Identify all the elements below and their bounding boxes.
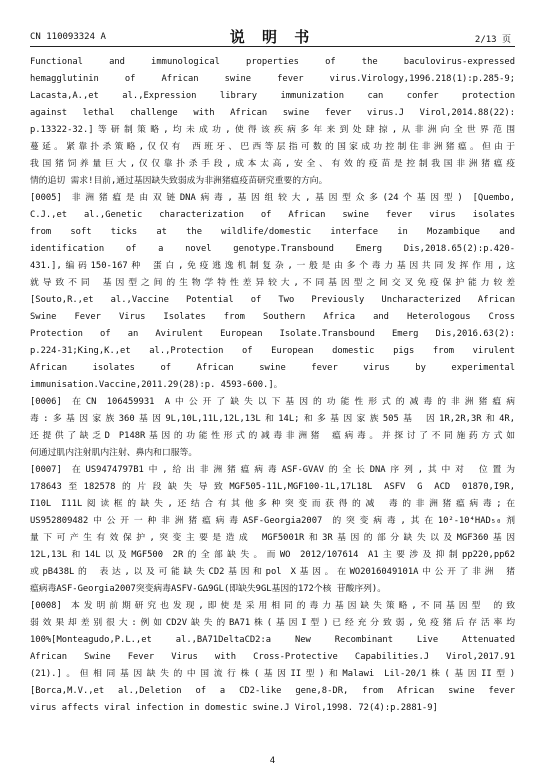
patent-number: CN 110093324 A xyxy=(30,32,106,42)
text-line: 还提供了缺乏D P148R基因的功能性形式的减毒非洲猪 瘟病毒。并探讨了不同施药方式如 xyxy=(30,431,515,441)
text-line: I10L I11L阅读框的缺失,还结合有其他多种突变而获得的减 毒的非洲猪瘟病毒;在 xyxy=(30,499,515,509)
text-line: 弱效果却差别很大:例如CD2V缺失的BA71株(基因I型)已经充分致弱,免疫猪后存活率均 xyxy=(30,618,515,628)
text-line: p.224-31;King,K.,et al.,Protection of European domestic pigs from virulent xyxy=(30,346,515,356)
text-line: [0006] 在CN 106459931 A中公开了缺失以下基因的功能性形式的减毒的非洲猪瘟病 xyxy=(30,397,515,407)
text-line: 瘟病毒ASF-Georgia2007突变病毒ASFV-G∆9GL(即缺失9GL基因的172个核 苷酸序列)。 xyxy=(30,584,387,594)
text-line: African isolates of African swine fever virus by experimental xyxy=(30,363,515,373)
text-line: 量下可产生有效保护,突变主要是造成 MGF5001R和3R基因的部分缺失以及MGF360基因 xyxy=(30,533,515,543)
text-line: [Borca,M.V.,et al.,Deletion of a CD2-like gene,8-DR, from African swine fever xyxy=(30,686,515,696)
text-line: Swine Fever Virus Isolates from Southern Africa and Heterologous Cross xyxy=(30,312,515,322)
text-line: against lethal challenge with African swine fever virus.J Virol,2014.88(22): xyxy=(30,108,515,118)
text-line: 我国猪饲养量巨大,仅仅靠扑杀手段,成本太高,安全、有效的疫苗是控制我国非洲猪瘟疫 xyxy=(30,159,515,169)
text-line: Protection of an Avirulent European Isolate.Transbound Emerg Dis,2016.63(2): xyxy=(30,329,515,339)
header-divider xyxy=(30,46,515,47)
text-line: C.J.,et al.,Genetic characterization of African swine fever virus isolates xyxy=(30,210,515,220)
text-line: 12L,13L和14L以及MGF500 2R的全部缺失。而WO 2012/107614 A1主要涉及抑制pp220,pp62 xyxy=(30,550,515,560)
text-line: 100%[Monteagudo,P.L.,et al.,BA71DeltaCD2:a New Recombinant Live Attenuated xyxy=(30,635,515,645)
text-line: hemagglutinin of African swine fever virus.Virology,1996.218(1):p.285-9; xyxy=(30,74,515,84)
text-line: 情的追切 需求!目前,通过基因缺失致弱成为非洲猪瘟疫苗研究重要的方向。 xyxy=(30,176,328,186)
page-number: 4 xyxy=(269,756,276,766)
text-line: African Swine Fever Virus with Cross-Protective Capabilities.J Virol,2017.91 xyxy=(30,652,515,662)
text-line: immunisation.Vaccine,2011.29(28):p. 4593-600.]。 xyxy=(30,380,283,390)
text-line: 就导致不同 基因型之间的生物学特性差异较大,不同基因型之间交叉免疫保护能力较差 xyxy=(30,278,515,288)
text-line: [0005] 非洲猪瘟是由双链DNA病毒,基因组较大,基因型众多(24个基因型) [Quembo, xyxy=(30,193,515,203)
text-line: 何通过肌内注射肌内注射、鼻内和口服等。 xyxy=(30,448,198,458)
text-line: p.13322-32.]等研制策略,均未成功,使得该疾病多年来到处肆掠,从非洲向全世界范围 xyxy=(30,125,515,135)
text-line: from soft ticks at the wildlife/domestic interface in Mozambique and xyxy=(30,227,515,237)
document-body xyxy=(30,54,515,717)
text-line: [Souto,R.,et al.,Vaccine Potential of Two Previously Uncharacterized African xyxy=(30,295,515,305)
text-line: virus affects viral infection in domestic swine.J Virol,1998. 72(4):p.2881-9] xyxy=(30,703,438,713)
text-line: [0007] 在US9474797B1中,给出非洲猪瘟病毒ASF-GVAV的全长DNA序列,其中对 位置为 xyxy=(30,465,515,475)
page-indicator: 2/13 页 xyxy=(474,35,511,45)
text-line: 或pB438L的 表达,以及可能缺失CD2基因和pol X基因。在WO2016049101A中公开了非洲 猪 xyxy=(30,567,515,577)
text-line: Lacasta,A.,et al.,Expression library immunization can confer protection xyxy=(30,91,515,101)
text-line: 178643至182578的片段缺失导致MGF505-11L,MGF100-1L,17L18L ASFV G ACD 01870,I9R, xyxy=(30,482,515,492)
text-line: US952809482中公开一种非洲猪瘟病毒ASF-Georgia2007 的突变病毒,其在10²-10⁴HAD₅₀剂 xyxy=(30,516,515,526)
text-line: Functional and immunological properties of the baculovirus-expressed xyxy=(30,57,515,67)
text-line: 蔓延。紧靠扑杀策略,仅仅有 西班牙、巴西等层指可数的国家成功控制住非洲猪瘟。但由于 xyxy=(30,142,515,152)
text-line: identification of a novel genotype.Transbound Emerg Dis,2018.65(2):p.420- xyxy=(30,244,515,254)
text-line: (21).]。但相同基因缺失的中国流行株(基因II型)和Malawi Lil-20/1株(基因II型) xyxy=(30,669,515,679)
text-line: [0008] 本发明前期研究也发现,即使是采用相同的毒力基因缺失策略,不同基因型 的致 xyxy=(30,601,515,611)
page-title: 说 明 书 xyxy=(229,28,316,46)
text-line: 毒:多基因家族360基因9L,10L,11L,12L,13L和14L;和多基因家族505基 因1R,2R,3R和4R, xyxy=(30,414,515,424)
text-line: 431.],编码150-167种 蛋白,免疫逃逸机制复杂,一般是由多个毒力基因共同发挥作用,这 xyxy=(30,261,515,271)
